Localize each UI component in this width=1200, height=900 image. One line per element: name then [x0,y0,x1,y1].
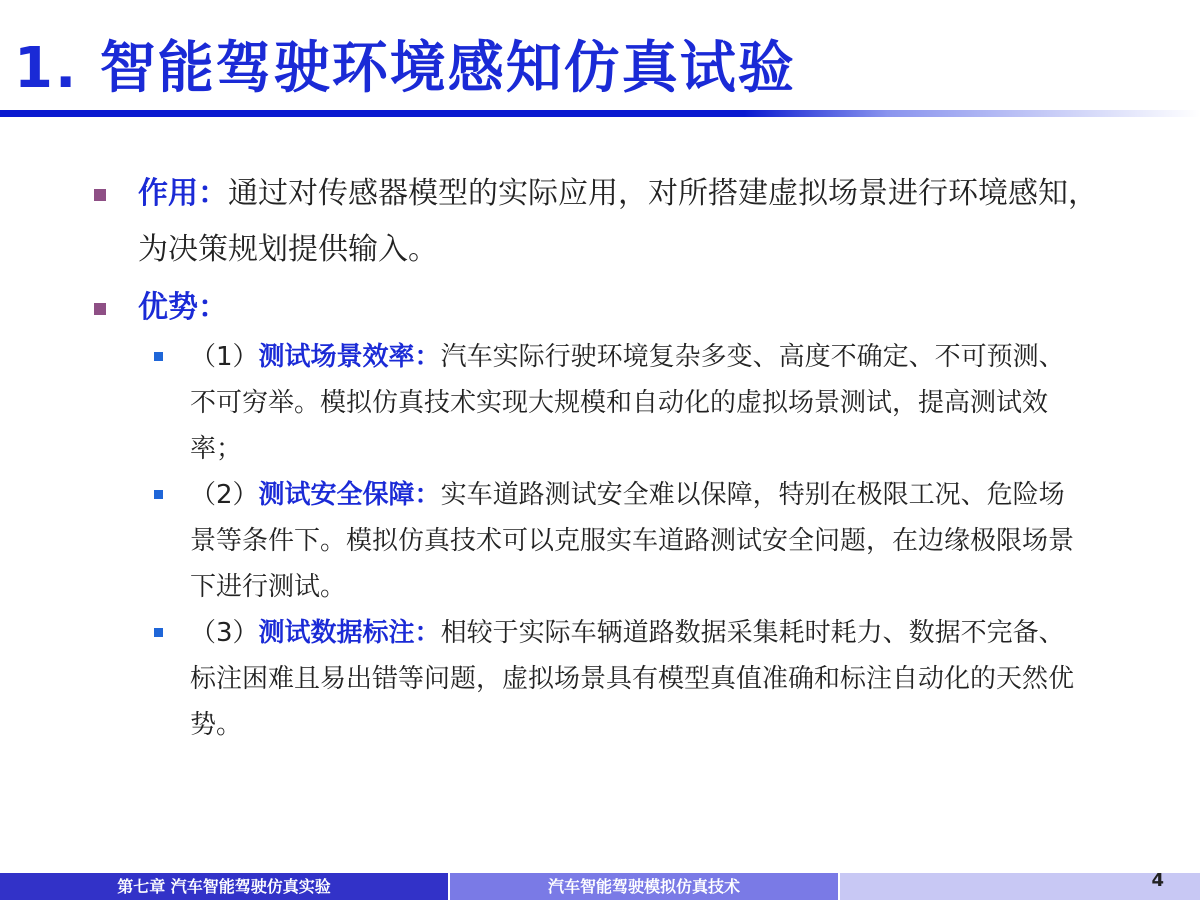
subitem-safety [190,472,1090,610]
subitem-prefix: （2） [190,480,259,510]
page-number: 4 [1151,870,1164,891]
square-bullet-icon [154,352,163,361]
square-bullet-icon [154,490,163,499]
subitem-scenario-efficiency [190,334,1090,472]
subitem-text: 实车道路测试安全难以保障，特别在极限工况、危险场景等条件下。模拟仿真技术可以克服实车道路测试安全问题，在边缘极限场景下进行测试。 [190,480,1075,602]
subitem-data-annotation [190,610,1090,748]
square-bullet-icon [94,189,106,201]
square-bullet-icon [94,303,106,315]
item-label: 作用： [138,176,228,211]
square-bullet-icon [154,628,163,637]
subitem-label: 测试数据标注： [258,618,441,648]
footer-bar [0,873,1200,900]
item-label: 优势： [138,290,228,325]
slide-title: 1. 智能驾驶环境感知仿真试验 [14,36,796,101]
subitem-text: 相较于实际车辆道路数据采集耗时耗力、数据不完备、标注困难且易出错等问题，虚拟场景具有模型真值准确和标注自动化的天然优势。 [190,618,1075,740]
item-text: 通过对传感器模型的实际应用，对所搭建虚拟场景进行环境感知，为决策规划提供输入。 [138,176,1098,267]
bullet-item-function [138,166,1098,278]
subitem-text: 汽车实际行驶环境复杂多变、高度不确定、不可预测、不可穷举。模拟仿真技术实现大规模和自动化的虚拟场景测试，提高测试效率； [190,342,1065,464]
subitem-label: 测试安全保障： [258,480,441,510]
footer-chapter: 第七章 汽车智能驾驶仿真实验 [0,873,448,900]
title-underline [0,110,1200,117]
footer-course: 汽车智能驾驶模拟仿真技术 [450,873,838,900]
subitem-label: 测试场景效率： [258,342,441,372]
subitem-prefix: （1） [190,342,259,372]
subitem-prefix: （3） [190,618,259,648]
footer-blank-segment [840,873,1200,900]
bullet-item-advantages [138,280,1098,336]
